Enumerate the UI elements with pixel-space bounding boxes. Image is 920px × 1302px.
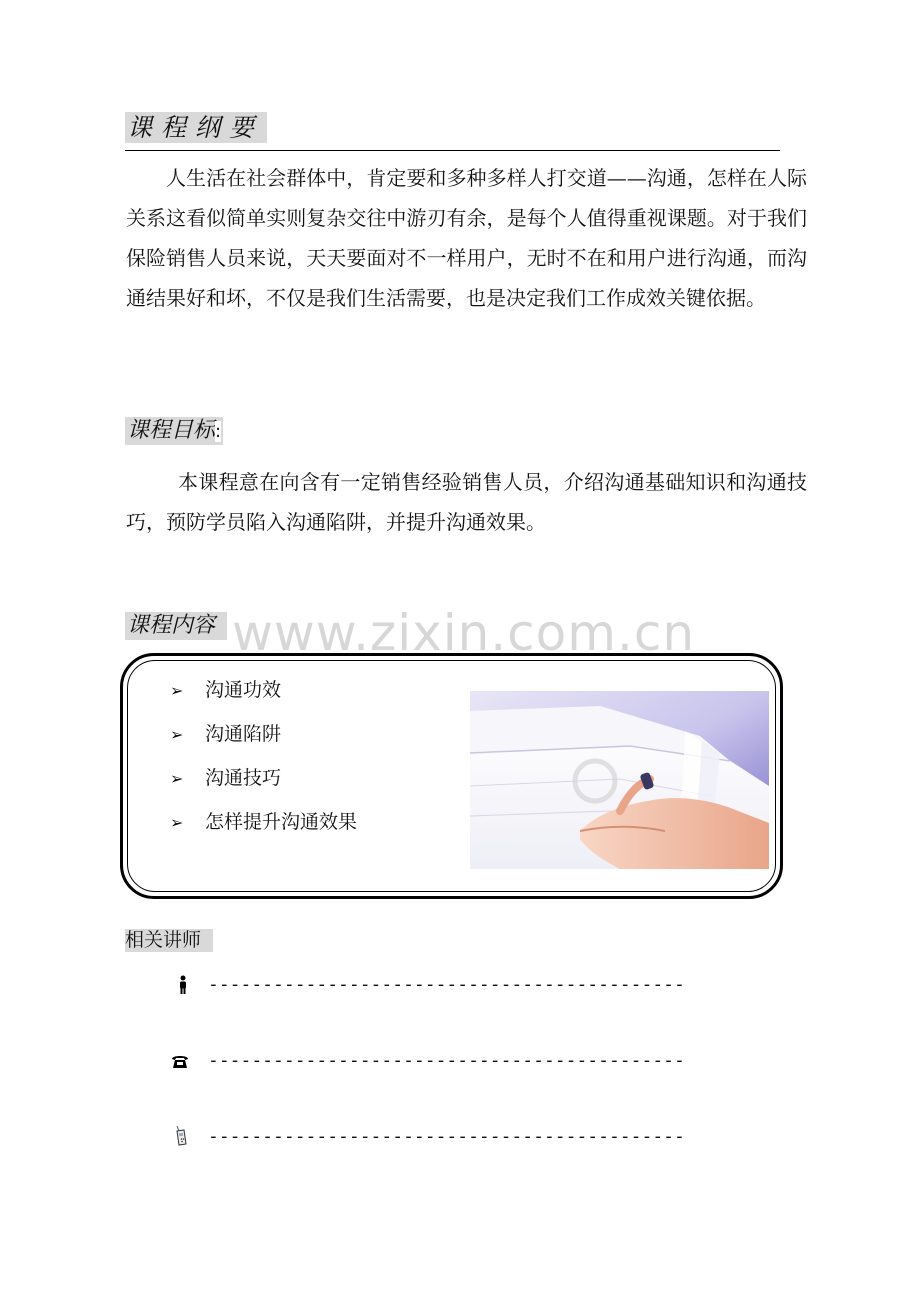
outline-heading: 课程纲要 <box>125 112 267 143</box>
fill-in-line: -------------------------------------------- <box>208 974 685 995</box>
objective-heading-text: 课程目标 <box>127 418 216 443</box>
list-item <box>170 804 357 848</box>
arrow-bullet-icon: ➢ <box>170 725 184 744</box>
telephone-icon <box>171 1053 189 1071</box>
mobile-phone-icon <box>173 1125 189 1147</box>
list-item <box>170 716 357 760</box>
list-item-label: 沟通技巧 <box>205 767 282 789</box>
content-heading: 课程内容 <box>125 612 227 640</box>
fill-in-line: -------------------------------------------- <box>208 1126 685 1147</box>
watermark: www.zixin.com.cn <box>232 604 696 662</box>
arrow-bullet-icon: ➢ <box>170 681 184 700</box>
objective-heading-colon: : <box>215 421 222 442</box>
outline-paragraph: 人生活在社会群体中，肯定要和多种多样人打交道——沟通，怎样在人际关系这看似简单实则复杂交往中游刃有余，是每个人值得重视课题。对于我们保险销售人员来说，天天要面对不一样用户，无时不在和用户进行沟通，而沟通结果好和坏，不仅是我们生活需要，也是决定我们工作成效关键依据。 <box>126 166 807 310</box>
objective-paragraph: 本课程意在向含有一定销售经验销售人员，介绍沟通基础知识和沟通技巧，预防学员陷入沟通陷阱，并提升沟通效果。 <box>126 470 807 534</box>
content-list <box>170 672 357 848</box>
list-item <box>170 760 357 804</box>
list-item <box>170 672 357 716</box>
person-icon <box>175 975 191 997</box>
heading-rule <box>125 150 780 151</box>
list-item-label: 怎样提升沟通效果 <box>205 811 358 833</box>
instructor-heading: 相关讲师 <box>125 929 213 952</box>
arrow-bullet-icon: ➢ <box>170 813 184 832</box>
list-item-label: 沟通陷阱 <box>205 723 282 745</box>
arrow-bullet-icon: ➢ <box>170 769 184 788</box>
fill-in-line: -------------------------------------------- <box>208 1050 685 1071</box>
book-page-hand-illustration <box>470 691 769 869</box>
list-item-label: 沟通功效 <box>205 679 282 701</box>
objective-heading <box>125 417 223 445</box>
